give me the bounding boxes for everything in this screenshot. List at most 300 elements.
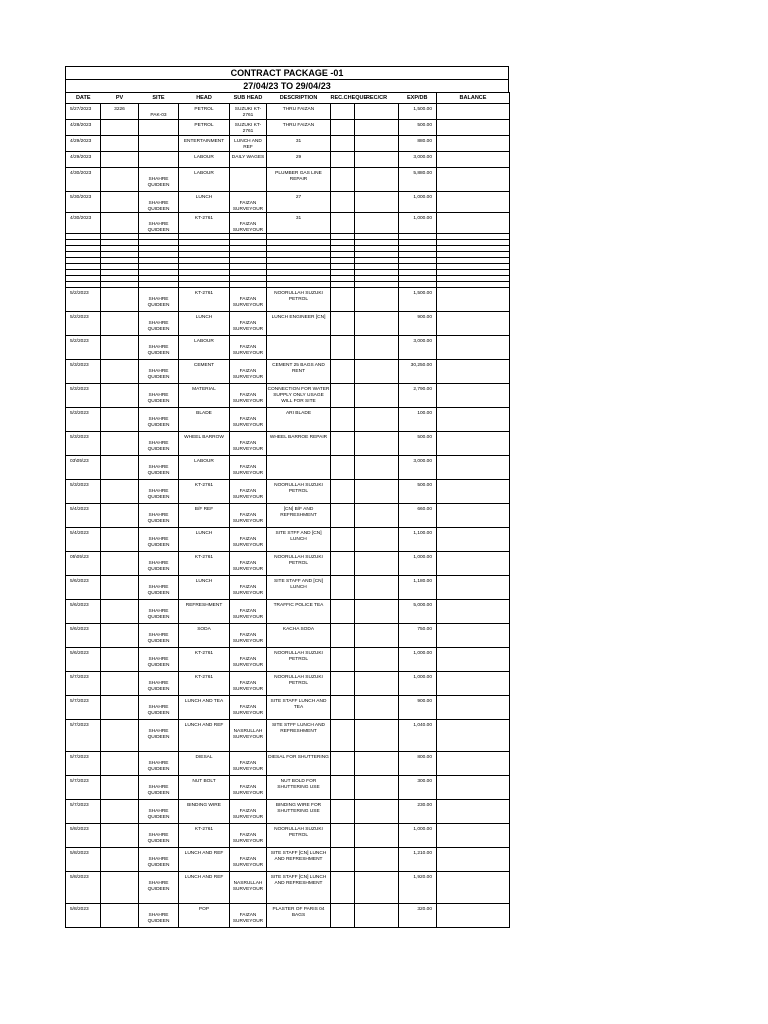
head-cell [179, 288, 230, 312]
rec-cr-cell [355, 384, 399, 408]
subhead-cell [230, 336, 267, 360]
balance-cell [437, 360, 510, 384]
subhead-cell-text: FAIZAN SURVEYOUR [232, 369, 264, 380]
description-cell-text: WHEEL BARROE REPAIR [269, 435, 328, 441]
table-row [66, 312, 510, 336]
subhead-cell [230, 800, 267, 824]
rec-cr-cell [355, 104, 399, 120]
head-cell-text: CEMENT [193, 363, 215, 369]
subhead-cell-text: DAILY WAGES [231, 155, 265, 160]
head-cell [179, 720, 230, 752]
head-cell [179, 696, 230, 720]
site-cell [139, 152, 179, 168]
site-cell [139, 213, 179, 234]
rec-cheque-cell [331, 152, 355, 168]
date-cell-text: 5/3/2023 [70, 363, 89, 369]
rec-cheque-cell [331, 624, 355, 648]
head-cell [179, 456, 230, 480]
exp-db-cell [399, 848, 437, 872]
head-cell-text: LUNCH [195, 195, 213, 200]
subhead-cell-text: FAIZAN SURVEYOUR [232, 201, 264, 212]
date-cell-text: 5/6/2023 [70, 651, 89, 657]
head-cell [179, 152, 230, 168]
site-cell-text [139, 120, 178, 123]
pv-cell-text [101, 360, 138, 363]
head-cell-text: B/F REF [194, 507, 214, 513]
pv-cell [101, 872, 139, 904]
description-cell-text: ARI BLADE [285, 411, 312, 417]
table-row [66, 624, 510, 648]
head-cell-text: LABOUR [194, 171, 214, 176]
head-cell [179, 168, 230, 192]
site-cell [139, 752, 179, 776]
subhead-cell [230, 120, 267, 136]
date-cell [66, 120, 101, 136]
table-row [66, 136, 510, 152]
exp-db-cell-text: 1,000.00 [413, 827, 432, 833]
exp-db-cell [399, 576, 437, 600]
description-cell [267, 624, 331, 648]
description-cell [267, 600, 331, 624]
rec-cheque-cell [331, 104, 355, 120]
date-cell-text: 5/4/2023 [70, 507, 89, 513]
description-cell-text [267, 456, 330, 459]
pv-cell-text [101, 213, 138, 216]
balance-cell [437, 648, 510, 672]
description-cell [267, 872, 331, 904]
exp-db-cell-text: 1,500.00 [413, 291, 432, 297]
col-subhead: SUB HEAD [230, 93, 267, 104]
head-cell-text: KT-2761 [194, 675, 214, 681]
subhead-cell-text: FAIZAN SURVEYOUR [232, 561, 264, 572]
head-cell [179, 648, 230, 672]
date-cell [66, 136, 101, 152]
exp-db-cell [399, 336, 437, 360]
pv-cell-text [101, 752, 138, 755]
balance-cell [437, 528, 510, 552]
site-cell-text: SHAHRE QUIDEEN [147, 705, 170, 716]
date-cell [66, 504, 101, 528]
site-cell-text: SHAHRE QUIDEEN [147, 201, 170, 212]
pv-cell [101, 752, 139, 776]
subhead-cell [230, 152, 267, 168]
pv-cell-text [101, 824, 138, 827]
exp-db-cell-text: 1,000.00 [413, 555, 432, 561]
exp-db-cell [399, 720, 437, 752]
site-cell-text: SHAHRE QUIDEEN [147, 809, 170, 820]
pv-cell-text [101, 776, 138, 779]
description-cell [267, 752, 331, 776]
ledger-sheet [65, 66, 509, 928]
description-cell-text: CONNECTION FOR WATER SUPPLY ONLY USAGE WILL FOR SITE [267, 387, 330, 404]
description-cell [267, 824, 331, 848]
rec-cheque-cell [331, 136, 355, 152]
head-cell [179, 672, 230, 696]
exp-db-cell-text: 1,040.00 [413, 723, 432, 729]
subhead-cell-text: FAIZAN SURVEYOUR [232, 681, 264, 692]
rec-cheque-cell [331, 504, 355, 528]
subhead-cell-text: SUZUKI KT-2761 [234, 123, 262, 134]
pv-cell-text: 3226 [114, 107, 125, 112]
date-cell [66, 576, 101, 600]
description-cell-text: BINDING WIRE FOR SHUTTERING USE [275, 803, 322, 814]
site-cell [139, 672, 179, 696]
pv-cell-text [101, 312, 138, 315]
exp-db-cell-text: 5,880.00 [413, 171, 432, 176]
description-cell-text: NUT BOLD FOR SHUTTERING USE [277, 779, 320, 790]
rec-cr-cell [355, 456, 399, 480]
head-cell [179, 504, 230, 528]
rec-cheque-cell [331, 800, 355, 824]
rec-cheque-cell [331, 288, 355, 312]
rec-cr-cell [355, 120, 399, 136]
description-cell-text: 31 [295, 216, 302, 222]
date-cell [66, 800, 101, 824]
site-cell [139, 776, 179, 800]
exp-db-cell-text: 900.00 [417, 699, 432, 705]
site-cell-text [139, 152, 178, 155]
exp-db-cell [399, 104, 437, 120]
description-cell [267, 336, 331, 360]
rec-cr-cell [355, 752, 399, 776]
exp-db-cell-text: 500.00 [417, 435, 432, 441]
head-cell-text: BLADE [196, 411, 212, 417]
balance-cell [437, 432, 510, 456]
pv-cell-text [101, 848, 138, 851]
balance-cell [437, 192, 510, 213]
site-cell [139, 552, 179, 576]
rec-cr-cell [355, 576, 399, 600]
site-cell [139, 624, 179, 648]
site-cell [139, 408, 179, 432]
pv-cell [101, 288, 139, 312]
date-cell [66, 600, 101, 624]
rec-cheque-cell [331, 752, 355, 776]
head-cell [179, 104, 230, 120]
description-cell [267, 848, 331, 872]
table-row [66, 648, 510, 672]
table-row [66, 904, 510, 928]
exp-db-cell [399, 456, 437, 480]
description-cell-text: DIESAL FOR SHUTTERING [268, 755, 329, 761]
site-cell-text: SHAHRE QUIDEEN [147, 633, 170, 644]
sheet-title: CONTRACT PACKAGE -01 [65, 66, 509, 79]
description-cell [267, 152, 331, 168]
description-cell-text: SITE STFF AND [CN] LUNCH [275, 531, 322, 542]
table-row [66, 152, 510, 168]
head-cell-text: KT-2761 [194, 291, 214, 297]
rec-cheque-cell [331, 672, 355, 696]
date-cell-text: 5/7/2023 [70, 803, 89, 809]
subhead-cell-text: FAIZAN SURVEYOUR [232, 417, 264, 428]
table-row [66, 120, 510, 136]
pv-cell-text [101, 624, 138, 627]
head-cell-text: MATERIAL [192, 387, 216, 393]
pv-cell-text [101, 120, 138, 123]
rec-cheque-cell [331, 456, 355, 480]
head-cell [179, 120, 230, 136]
head-cell-text: LABOUR [194, 155, 214, 160]
date-cell [66, 776, 101, 800]
site-cell-text: SHAHRE QUIDEEN [147, 465, 170, 476]
description-cell-text: CEMENT 25 BAGS AND RENT [272, 363, 325, 374]
head-cell-text: NUT BOLT [192, 779, 216, 785]
date-cell [66, 408, 101, 432]
date-cell-text: 5/2/2023 [70, 291, 89, 297]
subhead-cell [230, 624, 267, 648]
pv-cell-text [101, 456, 138, 459]
description-cell-text: KACHA SODA [282, 627, 315, 633]
balance-cell [437, 152, 510, 168]
subhead-cell [230, 432, 267, 456]
balance-cell [437, 213, 510, 234]
head-cell [179, 824, 230, 848]
table-row [66, 800, 510, 824]
subhead-cell-text: FAIZAN SURVEYOUR [232, 913, 264, 924]
rec-cr-cell [355, 152, 399, 168]
subhead-cell-text: FAIZAN SURVEYOUR [232, 537, 264, 548]
head-cell-text: PETROL [194, 107, 214, 112]
pv-cell-text [101, 288, 138, 291]
site-cell-text: SHAHRE QUIDEEN [147, 833, 170, 844]
rec-cheque-cell [331, 213, 355, 234]
subhead-cell [230, 192, 267, 213]
rec-cr-cell [355, 720, 399, 752]
exp-db-cell [399, 213, 437, 234]
subhead-cell-text: FAIZAN SURVEYOUR [232, 441, 264, 452]
exp-db-cell [399, 672, 437, 696]
rec-cr-cell [355, 600, 399, 624]
exp-db-cell-text: 1,000.00 [413, 195, 432, 200]
site-cell [139, 480, 179, 504]
head-cell [179, 552, 230, 576]
description-cell [267, 288, 331, 312]
exp-db-cell-text: 1,920.00 [413, 875, 432, 881]
site-cell [139, 848, 179, 872]
date-cell [66, 456, 101, 480]
pv-cell [101, 360, 139, 384]
subhead-cell-text: FAIZAN SURVEYOUR [232, 321, 264, 332]
head-cell [179, 752, 230, 776]
exp-db-cell-text: 880.00 [417, 139, 432, 144]
table-row [66, 408, 510, 432]
exp-db-cell-text: 1,100.00 [413, 531, 432, 537]
col-pv: PV [101, 93, 139, 104]
subhead-cell [230, 904, 267, 928]
pv-cell-text [101, 672, 138, 675]
pv-cell-text [101, 904, 138, 907]
rec-cheque-cell [331, 168, 355, 192]
site-cell [139, 648, 179, 672]
date-cell [66, 288, 101, 312]
site-cell-text: SHAHRE QUIDEEN [147, 881, 170, 892]
site-cell-text: SHAHRE QUIDEEN [147, 785, 170, 796]
pv-cell [101, 432, 139, 456]
rec-cheque-cell [331, 360, 355, 384]
head-cell-text: KT-2761 [194, 827, 214, 833]
rec-cr-cell [355, 648, 399, 672]
table-row [66, 456, 510, 480]
description-cell [267, 480, 331, 504]
date-cell-text: 5/6/2023 [70, 603, 89, 609]
site-cell-text: SHAHRE QUIDEEN [147, 561, 170, 572]
exp-db-cell-text: 660.00 [417, 507, 432, 513]
description-cell [267, 456, 331, 480]
exp-db-cell-text: 3,000.00 [413, 155, 432, 160]
description-cell-text: TRAFFIC POLICE TEA [273, 603, 324, 609]
site-cell [139, 456, 179, 480]
exp-db-cell-text: 750.00 [417, 627, 432, 633]
rec-cheque-cell [331, 120, 355, 136]
exp-db-cell-text: 1,500.00 [413, 107, 432, 112]
exp-db-cell [399, 408, 437, 432]
site-cell-text: SHAHRE QUIDEEN [147, 857, 170, 868]
head-cell [179, 432, 230, 456]
rec-cr-cell [355, 504, 399, 528]
date-cell-text: 5/3/2023 [70, 483, 89, 489]
exp-db-cell [399, 384, 437, 408]
subhead-cell [230, 824, 267, 848]
rec-cr-cell [355, 360, 399, 384]
exp-db-cell-text: 1,000.00 [413, 216, 432, 222]
col-date: DATE [66, 93, 101, 104]
description-cell-text: LUNCH ENGINEER [CN] [271, 315, 326, 321]
subhead-cell [230, 600, 267, 624]
site-cell [139, 824, 179, 848]
description-cell [267, 672, 331, 696]
description-cell [267, 120, 331, 136]
exp-db-cell [399, 312, 437, 336]
rec-cr-cell [355, 136, 399, 152]
ledger-table [65, 92, 510, 928]
head-cell [179, 528, 230, 552]
rec-cr-cell [355, 776, 399, 800]
subhead-cell-text: FAIZAN SURVEYOUR [232, 345, 264, 356]
head-cell-text: LUNCH AND REF [184, 851, 224, 857]
pv-cell-text [101, 720, 138, 723]
rec-cr-cell [355, 872, 399, 904]
subhead-cell [230, 104, 267, 120]
balance-cell [437, 872, 510, 904]
rec-cr-cell [355, 528, 399, 552]
date-cell [66, 360, 101, 384]
head-cell [179, 904, 230, 928]
site-cell [139, 384, 179, 408]
subhead-cell-text: FAIZAN SURVEYOUR [232, 393, 264, 404]
pv-cell [101, 848, 139, 872]
head-cell [179, 480, 230, 504]
exp-db-cell [399, 120, 437, 136]
head-cell-text: DIESAL [195, 755, 213, 761]
pv-cell [101, 168, 139, 192]
head-cell-text: LUNCH [195, 579, 213, 585]
subhead-cell-text: SUZUKI KT-2761 [234, 107, 262, 118]
subhead-cell-text: FAIZAN SURVEYOUR [232, 833, 264, 844]
site-cell-text: SHAHRE QUIDEEN [147, 585, 170, 596]
date-cell [66, 213, 101, 234]
exp-db-cell-text: 800.00 [417, 755, 432, 761]
head-cell [179, 408, 230, 432]
description-cell [267, 168, 331, 192]
exp-db-cell [399, 136, 437, 152]
exp-db-cell-text: 230.00 [417, 803, 432, 809]
exp-db-cell [399, 624, 437, 648]
head-cell-text: SODA [197, 627, 211, 633]
rec-cr-cell [355, 168, 399, 192]
site-cell [139, 288, 179, 312]
description-cell-text [267, 336, 330, 339]
date-cell [66, 824, 101, 848]
head-cell-text: LABOUR [194, 459, 214, 465]
pv-cell-text [101, 136, 138, 139]
pv-cell [101, 624, 139, 648]
date-cell-text: 5/8/2023 [70, 907, 89, 913]
pv-cell-text [101, 528, 138, 531]
date-cell-text: 5/7/2023 [70, 755, 89, 761]
exp-db-cell-text: 100.00 [417, 411, 432, 417]
description-cell-text: SITE STAFF AND [CN] LUNCH [274, 579, 323, 590]
rec-cheque-cell [331, 408, 355, 432]
head-cell [179, 872, 230, 904]
description-cell-text: SITE STFF LUNCH AND REFRESHMENT [271, 723, 326, 734]
date-cell-text: 5/27/2023 [70, 107, 92, 112]
pv-cell [101, 576, 139, 600]
table-row [66, 360, 510, 384]
description-cell-text: SITE STAFF [CN] LUNCH AND REFRESHMENT [270, 851, 327, 862]
site-cell [139, 528, 179, 552]
site-cell [139, 120, 179, 136]
exp-db-cell [399, 152, 437, 168]
table-row [66, 480, 510, 504]
exp-db-cell-text: 300.00 [417, 779, 432, 785]
site-cell-text: SHAHRE QUIDEEN [147, 657, 170, 668]
head-cell [179, 576, 230, 600]
exp-db-cell-text: 500.00 [417, 123, 432, 128]
site-cell-text: SHAHRE QUIDEEN [147, 297, 170, 308]
subhead-cell-text: NASRULLAH SURVEYOUR [232, 881, 264, 892]
pv-cell-text [101, 408, 138, 411]
date-cell-text: 5/7/2023 [70, 675, 89, 681]
pv-cell-text [101, 152, 138, 155]
pv-cell [101, 800, 139, 824]
rec-cheque-cell [331, 576, 355, 600]
description-cell [267, 136, 331, 152]
date-cell [66, 168, 101, 192]
subhead-cell [230, 552, 267, 576]
site-cell-text: PAK-03 [150, 113, 167, 118]
rec-cr-cell [355, 904, 399, 928]
balance-cell [437, 776, 510, 800]
rec-cr-cell [355, 288, 399, 312]
exp-db-cell-text: 320.00 [417, 907, 432, 913]
site-cell [139, 600, 179, 624]
col-description: DESCRIPTION [267, 93, 331, 104]
date-cell [66, 192, 101, 213]
balance-cell [437, 136, 510, 152]
pv-cell [101, 720, 139, 752]
subhead-cell-text: FAIZAN SURVEYOUR [232, 609, 264, 620]
balance-cell [437, 336, 510, 360]
site-cell-text: SHAHRE QUIDEEN [147, 913, 170, 924]
col-exp-db: EXP/DB [399, 93, 437, 104]
balance-cell [437, 904, 510, 928]
head-cell-text: WHEEL BARROW [184, 435, 224, 441]
site-cell [139, 136, 179, 152]
subhead-cell [230, 528, 267, 552]
site-cell [139, 336, 179, 360]
subhead-cell [230, 776, 267, 800]
subhead-cell [230, 136, 267, 152]
